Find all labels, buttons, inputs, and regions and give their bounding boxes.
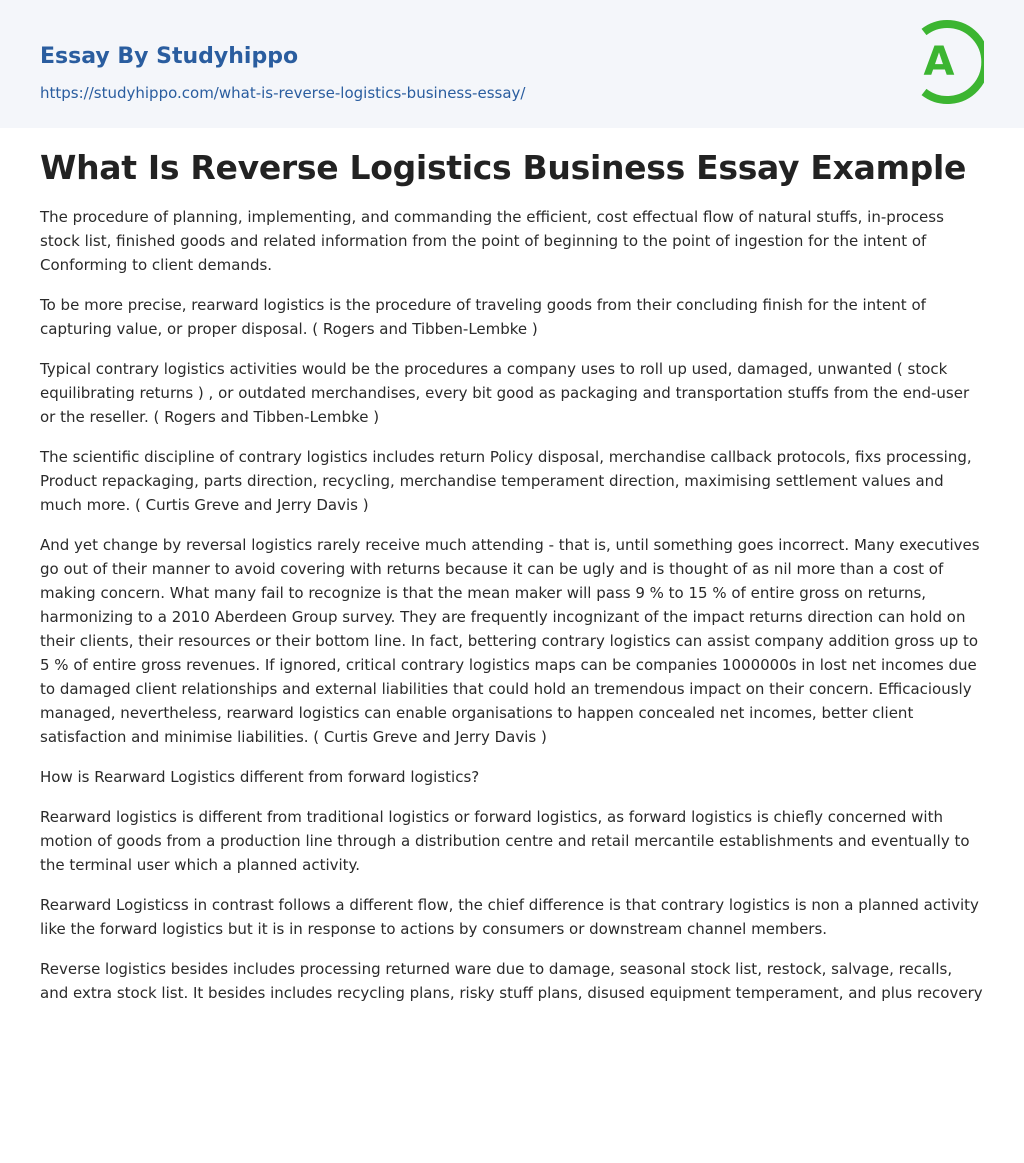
page-url-link[interactable]: https://studyhippo.com/what-is-reverse-logistics-business-essay/: [40, 84, 526, 102]
article-paragraph: Rearward Logisticss in contrast follows a different flow, the chief difference is that contrary logistics is non a planned activity like the forward logistics but it is in response to actions by consumers or downstream channel members.: [40, 896, 979, 938]
article-paragraph: Reverse logistics besides includes processing returned ware due to damage, seasonal stock list, restock, salvage, recalls, and extra stock list. It besides includes recycling plans, risky stuff plans, disused equipment temperament, and plus recovery: [40, 960, 983, 1002]
article-title: What Is Reverse Logistics Business Essay Example: [40, 148, 967, 187]
article-paragraph: How is Rearward Logistics different from forward logistics?: [40, 768, 480, 786]
logo-letter: A: [923, 39, 955, 85]
article-paragraph: Typical contrary logistics activities would be the procedures a company uses to roll up used, damaged, unwanted ( stock equilibrating returns ) , or outdated merchandises, every bit good as packaging and transportation stuffs from the end-user or the reseller. ( Rogers and Tibben-Lembke ): [40, 360, 970, 426]
article-content: [0, 150, 1024, 1005]
article-paragraph: The scientific discipline of contrary logistics includes return Policy disposal, merchandise callback protocols, fixs processing, Product repackaging, parts direction, recycling, merchandise temperament direction, maximising settlement values and much more. ( Curtis Greve and Jerry Davis ): [40, 448, 972, 514]
article-paragraph: Rearward logistics is different from traditional logistics or forward logistics, as forward logistics is chiefly concerned with motion of goods from a production line through a distribution centre and retail mercantile establishments and eventually to the terminal user which a planned activity.: [40, 808, 970, 874]
site-brand[interactable]: Essay By Studyhippo: [40, 44, 299, 69]
site-header: [0, 0, 1024, 128]
article-paragraph: The procedure of planning, implementing, and commanding the efficient, cost effectual flow of natural stuffs, in-process stock list, finished goods and related information from the point of beginning to the point of ingestion for the intent of Conforming to client demands.: [40, 208, 944, 274]
studyhippo-logo-icon[interactable]: [914, 18, 984, 106]
article-paragraph: And yet change by reversal logistics rarely receive much attending - that is, until something goes incorrect. Many executives go out of their manner to avoid covering with returns because it can be ugly and is thought of as nil more than a cost of making concern. What many fail to recognize is that the mean maker will pass 9 % to 15 % of entire gross on returns, harmonizing to a 2010 Aberdeen Group survey. They are frequently incognizant of the impact returns direction can hold on their clients, their resources or their bottom line. In fact, bettering contrary logistics can assist company addition gross up to 5 % of entire gross revenues. If ignored, critical contrary logistics maps can be companies 1000000s in lost net incomes due to damaged client relationships and external liabilities that could hold an tremendous impact on their concern. Efficaciously managed, nevertheless, rearward logistics can enable organisations to happen concealed net incomes, better client satisfaction and minimise liabilities. ( Curtis Greve and Jerry Davis ): [40, 536, 980, 746]
article-paragraph: To be more precise, rearward logistics is the procedure of traveling goods from their concluding finish for the intent of capturing value, or proper disposal. ( Rogers and Tibben-Lembke ): [40, 296, 926, 338]
